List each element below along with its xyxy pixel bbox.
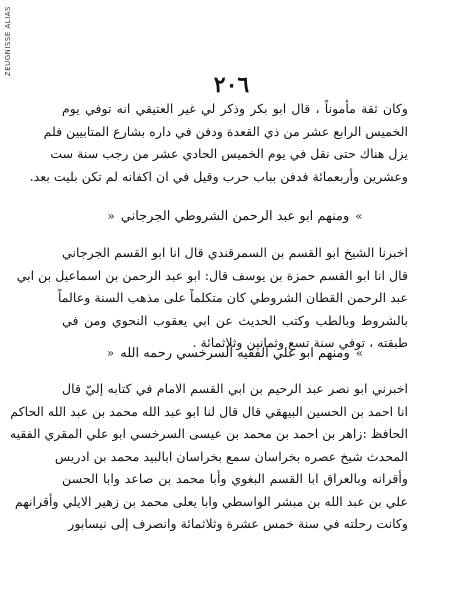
paragraph-line: قال انا ابو القسم حمزة بن يوسف قال: ابو عبد الرحمن بن اسماعيل بن ابي xyxy=(16,267,408,283)
paragraph-line: انا احمد بن الحسين البيهقي قال قال لنا ابو عبد الله محمد بن عبد الله الحاكم xyxy=(10,403,408,419)
paragraph-line: الحافظ :زاهر بن احمد بن محمد بن عيسى السرخسي ابو علي المقري الفقيه xyxy=(9,426,408,441)
section-heading-2 xyxy=(62,343,408,364)
paragraph-line: الخميس الرابع عشر من ذي القعدة ودفن في داره بشارع المتابيين فلم xyxy=(43,123,408,139)
ornament-left: « xyxy=(106,346,115,360)
ornament-right: » xyxy=(355,209,363,223)
side-label: ZEUGNISSE ALIAS xyxy=(4,6,12,77)
paragraph-line: وكانت رحلته في سنة خمس عشرة وثلاثمائة وانصرف إلى نيسابور xyxy=(68,516,408,531)
paragraph-1 xyxy=(29,98,408,188)
section-heading-text: ومنهم ابو عبد الرحمن الشروطي الجرجاني xyxy=(120,209,350,224)
paragraph-line: وعشرين وأربعمائة فدفن بباب حرب وقيل في ان اكفانه لم تكن بليت بعد. xyxy=(29,168,408,184)
ornament-left: « xyxy=(107,209,115,223)
paragraph-line: وأقرانه وبالعراق ابا القسم البغوي وأبا محمد بن صاعد وابا الحسن xyxy=(62,471,408,486)
paragraph-line: عبد الرحمن القطان الشروطي كان متكلماً على مذهب السنة وعالماً xyxy=(57,290,408,305)
paragraph-2 xyxy=(16,242,408,355)
paragraph-line: بالشروط وبالطب وكتب الحديث عن ابي يعقوب النحوي ومن في xyxy=(62,312,408,328)
paragraph-line: علي بن عبد الله بن مبشر الواسطي وابا يعلى محمد بن زهير الايلي وأقرانهم xyxy=(14,493,408,509)
paragraph-line: طبقته ، توفي سنة تسع وثمانين وثلاثمائة . xyxy=(192,335,408,350)
paragraph-line: اخبرنا الشيخ ابو القسم بن السمرقندي قال انا ابو القسم الجرجاني xyxy=(62,245,408,260)
paragraph-line: يزل هناك حتى نقل في يوم الخميس الحادي عشر من رجب سنة ست xyxy=(50,146,408,161)
section-heading-1 xyxy=(62,206,408,227)
paragraph-3 xyxy=(9,378,408,536)
paragraph-line: المحدث شيخ عصره بخراسان سمع بخراسان ابالبيد محمد بن ادريس xyxy=(54,448,408,464)
page-number: ٢٠٦ xyxy=(213,72,250,98)
ornament-right: » xyxy=(355,346,364,360)
paragraph-line: اخبرني ابو نصر عبد الرحيم بن ابي القسم الامام في كتابه إليّ قال xyxy=(62,381,408,396)
section-heading-text: ومنهم ابو علي الفقيه السرخسي رحمه الله xyxy=(120,346,350,361)
paragraph-line: وكان ثقة مأموناً ، قال ابو بكر وذكر لي غير العتيقي انه توفي يوم xyxy=(62,101,408,116)
